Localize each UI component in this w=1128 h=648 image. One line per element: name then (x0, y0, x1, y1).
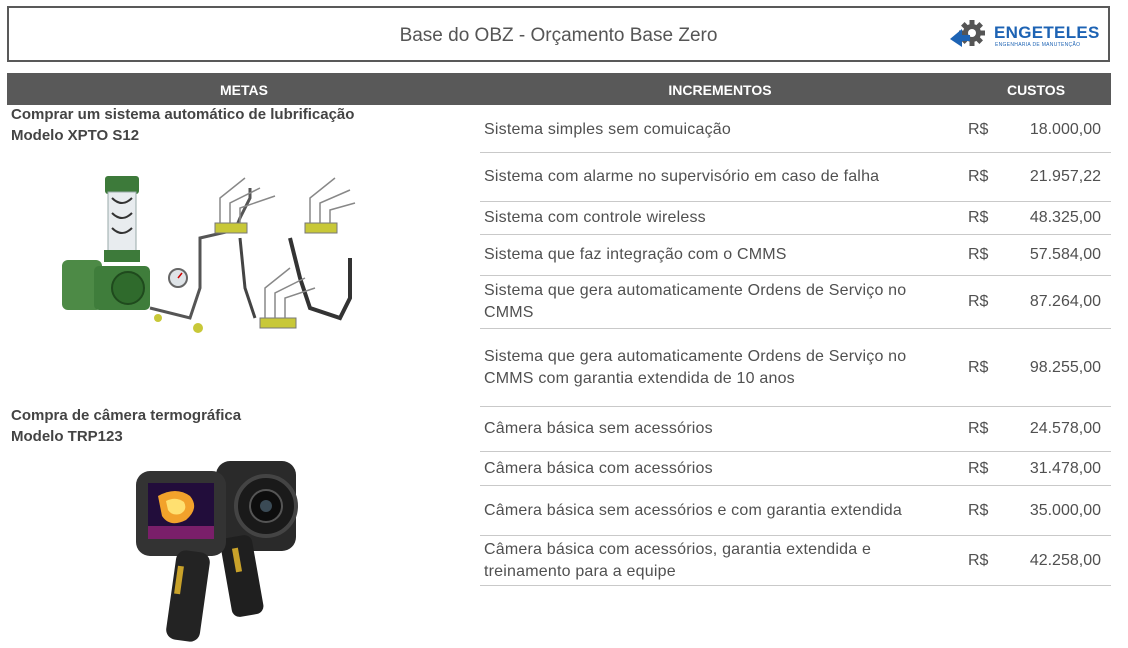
table-row (480, 452, 1111, 486)
table-row (480, 486, 1111, 536)
row-currency: R$ (968, 168, 989, 185)
row-value: 21.957,22 (1029, 168, 1101, 185)
engeteles-logo (948, 17, 1106, 51)
table-row (480, 407, 1111, 452)
row-value: 35.000,00 (1029, 501, 1101, 519)
row-value: 87.264,00 (1029, 293, 1101, 310)
row-currency: R$ (968, 420, 989, 437)
table-row (480, 276, 1111, 329)
header-metas: METAS (220, 82, 268, 98)
row-value: 31.478,00 (1029, 459, 1101, 477)
logo-name: ENGETELES (994, 23, 1100, 42)
lubrication-system-image (50, 168, 360, 368)
row-currency: R$ (968, 209, 989, 226)
row-description: Sistema que faz integração com o CMMS (484, 246, 787, 263)
row-currency: R$ (968, 293, 989, 310)
goal-1-line1: Comprar um sistema automático de lubrificação (11, 106, 355, 123)
row-value: 24.578,00 (1029, 420, 1101, 437)
row-value: 98.255,00 (1029, 358, 1101, 376)
header-custos: CUSTOS (1006, 82, 1066, 98)
row-currency: R$ (968, 551, 989, 569)
row-description: Câmera básica sem acessórios (484, 420, 713, 437)
row-currency: R$ (968, 459, 989, 477)
table-row (480, 536, 1111, 586)
row-currency: R$ (968, 358, 989, 376)
gear-icon (948, 17, 992, 51)
row-description: Sistema simples sem comuicação (484, 120, 731, 138)
table-row (480, 202, 1111, 235)
table-row (480, 329, 1111, 407)
header-incrementos: INCREMENTOS (668, 82, 772, 98)
row-description: Câmera básica sem acessórios e com garantia extendida (484, 501, 902, 519)
table-row (480, 107, 1111, 153)
row-description: Sistema que gera automaticamente Ordens de Serviço no CMMS com garantia extendida de 10 anos (484, 347, 907, 387)
table-header (7, 73, 1111, 105)
goal-2-line2: Modelo TRP123 (11, 428, 123, 445)
table-row (480, 235, 1111, 276)
thermal-camera-image (126, 456, 306, 646)
row-description: Sistema com alarme no supervisório em caso de falha (484, 168, 880, 185)
row-value: 18.000,00 (1029, 120, 1101, 138)
row-currency: R$ (968, 120, 989, 138)
page-title: Base do OBZ - Orçamento Base Zero (399, 25, 718, 46)
title-box (7, 6, 1110, 62)
row-description: Sistema com controle wireless (484, 209, 706, 226)
row-currency: R$ (968, 246, 989, 263)
row-value: 42.258,00 (1029, 551, 1101, 569)
goal-2-title (11, 405, 241, 447)
row-currency: R$ (968, 501, 989, 519)
row-value: 48.325,00 (1029, 209, 1101, 226)
row-description: Sistema que gera automaticamente Ordens de Serviço no CMMS (484, 282, 907, 321)
logo-subtitle: ENGENHARIA DE MANUTENÇÃO (995, 42, 1081, 48)
goal-2-line1: Compra de câmera termográfica (11, 407, 242, 424)
row-value: 57.584,00 (1029, 246, 1101, 263)
goal-1-line2: Modelo XPTO S12 (11, 127, 140, 144)
table-row (480, 153, 1111, 202)
row-description: Câmera básica com acessórios (484, 459, 713, 477)
goal-1-title (11, 104, 354, 146)
row-description: Câmera básica com acessórios, garantia extendida e treinamento para a equipe (484, 540, 872, 580)
